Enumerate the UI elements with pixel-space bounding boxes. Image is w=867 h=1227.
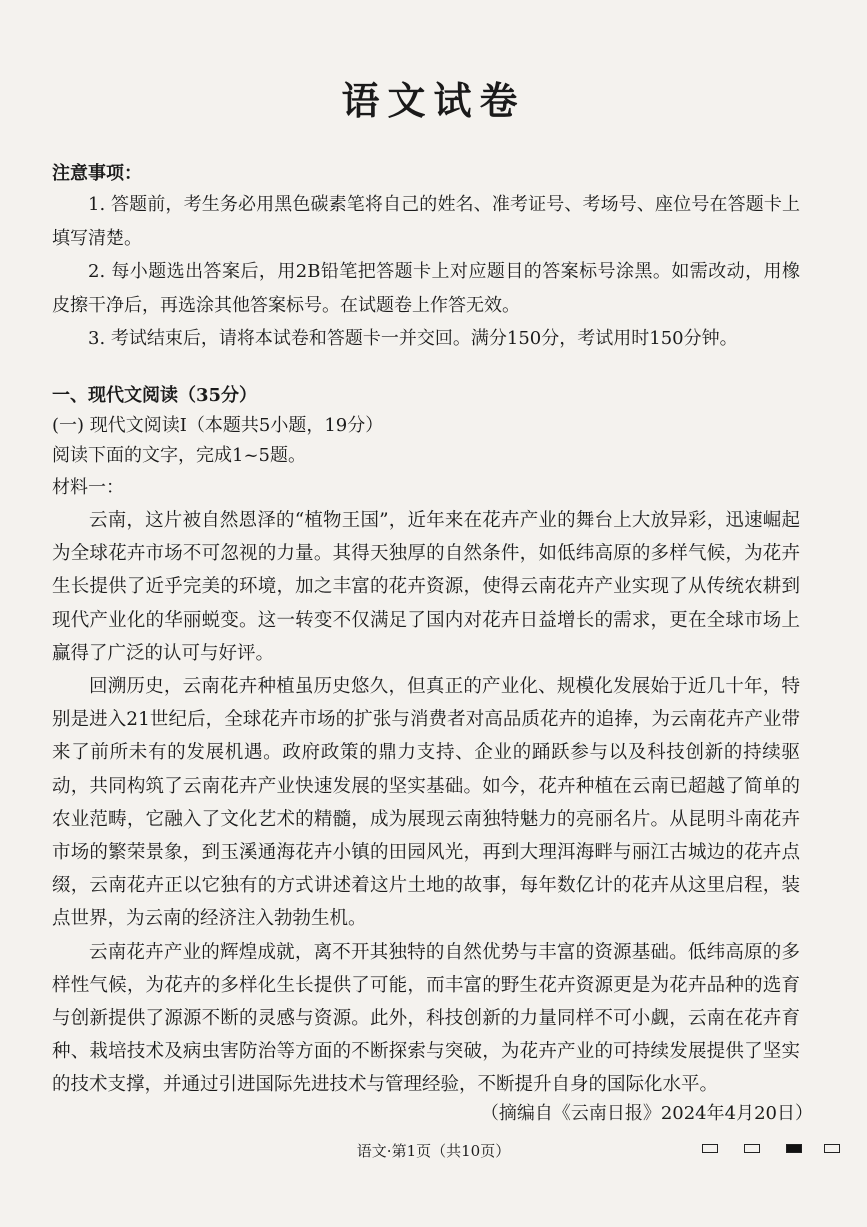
article-paragraph: 云南花卉产业的辉煌成就，离不开其独特的自然优势与丰富的资源基础。低纬高原的多样性气候，为花卉的多样化生长提供了可能，而丰富的野生花卉资源更是为花卉品种的选育与创新提供了源源不断的灵感与资源。此外，科技创新的力量同样不可小觑，云南在花卉育种、栽培技术及病虫害防治等方面的不断探索与突破，为花卉产业的可持续发展提供了坚实的技术支撑，并通过引进国际先进技术与管理经验，不断提升自身的国际化水平。: [52, 941, 800, 1096]
subsection-heading: (一) 现代文阅读Ⅰ（本题共5小题，19分）: [52, 415, 384, 436]
notes-list: [52, 188, 800, 356]
position-mark-empty-icon: [824, 1144, 840, 1153]
note-item: 1. 答题前，考生务必用黑色碳素笔将自己的姓名、准考证号、考场号、座位号在答题卡上填写清楚。: [52, 194, 800, 249]
article-paragraph: 回溯历史，云南花卉种植虽历史悠久，但真正的产业化、规模化发展始于近几十年，特别是进入21世纪后，全球花卉市场的扩张与消费者对高品质花卉的追捧，为云南花卉产业带来了前所未有的发展机遇。政府政策的鼎力支持、企业的踊跃参与以及科技创新的持续驱动，共同构筑了云南花卉产业快速发展的坚实基础。如今，花卉种植在云南已超越了简单的农业范畴，它融入了文化艺术的精髓，成为展现云南独特魅力的亮丽名片。从昆明斗南花卉市场的繁荣景象，到玉溪通海花卉小镇的田园风光，再到大理洱海畔与丽江古城边的花卉点缀，云南花卉正以它独有的方式讲述着这片土地的故事，每年数亿计的花卉从这里启程，装点世界，为云南的经济注入勃勃生机。: [52, 676, 800, 930]
note-item: 3. 考试结束后，请将本试卷和答题卡一并交回。满分150分，考试用时150分钟。: [88, 328, 738, 349]
position-mark-filled-icon: [786, 1144, 802, 1153]
article-paragraph: 云南，这片被自然恩泽的“植物王国”，近年来在花卉产业的舞台上大放异彩，迅速崛起为全球花卉市场不可忽视的力量。其得天独厚的自然条件，如低纬高原的多样气候，为花卉生长提供了近乎完美的环境，加之丰富的花卉资源，使得云南花卉产业实现了从传统农耕到现代产业化的华丽蜕变。这一转变不仅满足了国内对花卉日益增长的需求，更在全球市场上赢得了广泛的认可与好评。: [52, 510, 800, 664]
reading-instruction: 阅读下面的文字，完成1~5题。: [52, 445, 306, 466]
section-heading: 一、现代文阅读（35分）: [52, 385, 258, 406]
page-footer: 语文·第1页（共10页）: [356, 1142, 511, 1160]
position-mark-empty-icon: [702, 1144, 718, 1153]
position-mark-empty-icon: [744, 1144, 760, 1153]
material-label: 材料一：: [52, 477, 124, 498]
notes-heading: 注意事项：: [52, 163, 142, 184]
article-body: [52, 504, 800, 1102]
page-title: 语文试卷: [341, 78, 526, 123]
note-item: 2. 每小题选出答案后，用2B铅笔把答题卡上对应题目的答案标号涂黑。如需改动，用橡皮擦干净后，再选涂其他答案标号。在试题卷上作答无效。: [52, 261, 800, 316]
source-citation: （摘编自《云南日报》2024年4月20日）: [480, 1103, 813, 1124]
